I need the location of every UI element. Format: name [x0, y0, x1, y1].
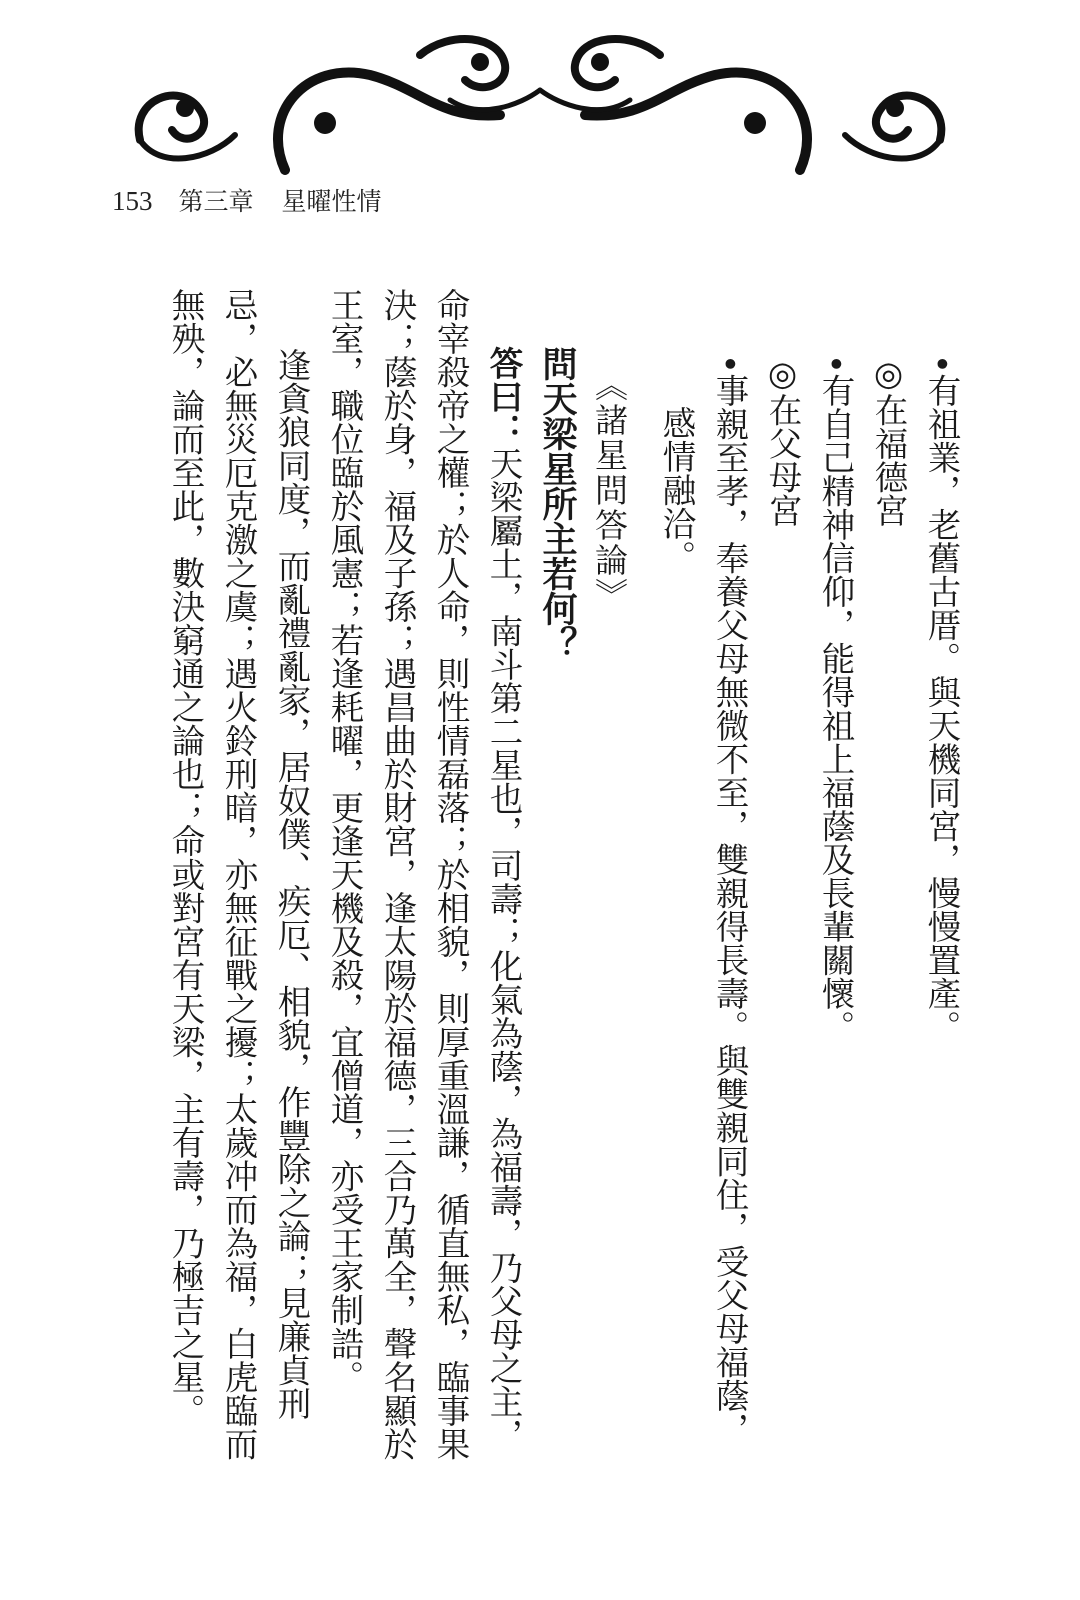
text-column: 無殃，論而至此，數決窮通之論也；命或對宮有天梁，主有壽，乃極吉之星。 [166, 288, 205, 1427]
page-number: 153 [112, 186, 153, 216]
answer-text: 天梁屬土，南斗第二星也，司壽；化氣為蔭，為福壽，乃父母之主， [484, 446, 523, 1452]
section-heading: ◎在父母宮 [763, 354, 802, 527]
answer-column [477, 288, 530, 1558]
text-column: 決；蔭於身，福及子孫；遇昌曲於財宮，逢太陽於福德，三合乃萬全，聲名顯於 [378, 288, 417, 1461]
text-column: 感情融洽。 [657, 406, 696, 574]
text-column: •有自己精神信仰，能得祖上福蔭及長輩關懷。 [816, 354, 855, 1044]
text-column: •有祖業，老舊古厝。與天機同宮，慢慢置產。 [922, 354, 961, 1044]
text-column: 忌，必無災厄克激之虞；遇火鈴刑暗，亦無征戰之擾；太歲冲而為福，白虎臨而 [219, 288, 258, 1461]
answer-label: 答曰： [484, 346, 523, 447]
text-column: 逢貪狼同度，而亂禮亂家，居奴僕、疾厄、相貌，作豐除之論；見廉貞刑 [272, 348, 311, 1420]
text-column: •事親至孝，奉養父母無微不至，雙親得長壽。與雙親同住，受父母福蔭， [710, 354, 749, 1446]
running-header [112, 182, 382, 222]
chapter-label: 第三章 [178, 187, 254, 216]
section-title: 《諸星問答論》 [590, 368, 629, 613]
text-column: 王室，職位臨於風憲；若逢耗曜，更逢天機及殺，宜僧道，亦受王家制誥。 [325, 288, 364, 1394]
text-column: 命宰殺帝之權；於人命，則性情磊落；於相貌，則厚重溫謙，循直無私，臨事果 [431, 288, 470, 1461]
chapter-title: 星曜性情 [281, 187, 382, 216]
scroll-flourish-ornament-icon [120, 20, 960, 190]
vertical-body-text [108, 288, 968, 1558]
section-heading: ◎在福德宮 [869, 354, 908, 527]
question-heading: 問天梁星所主若何？ [537, 346, 577, 661]
